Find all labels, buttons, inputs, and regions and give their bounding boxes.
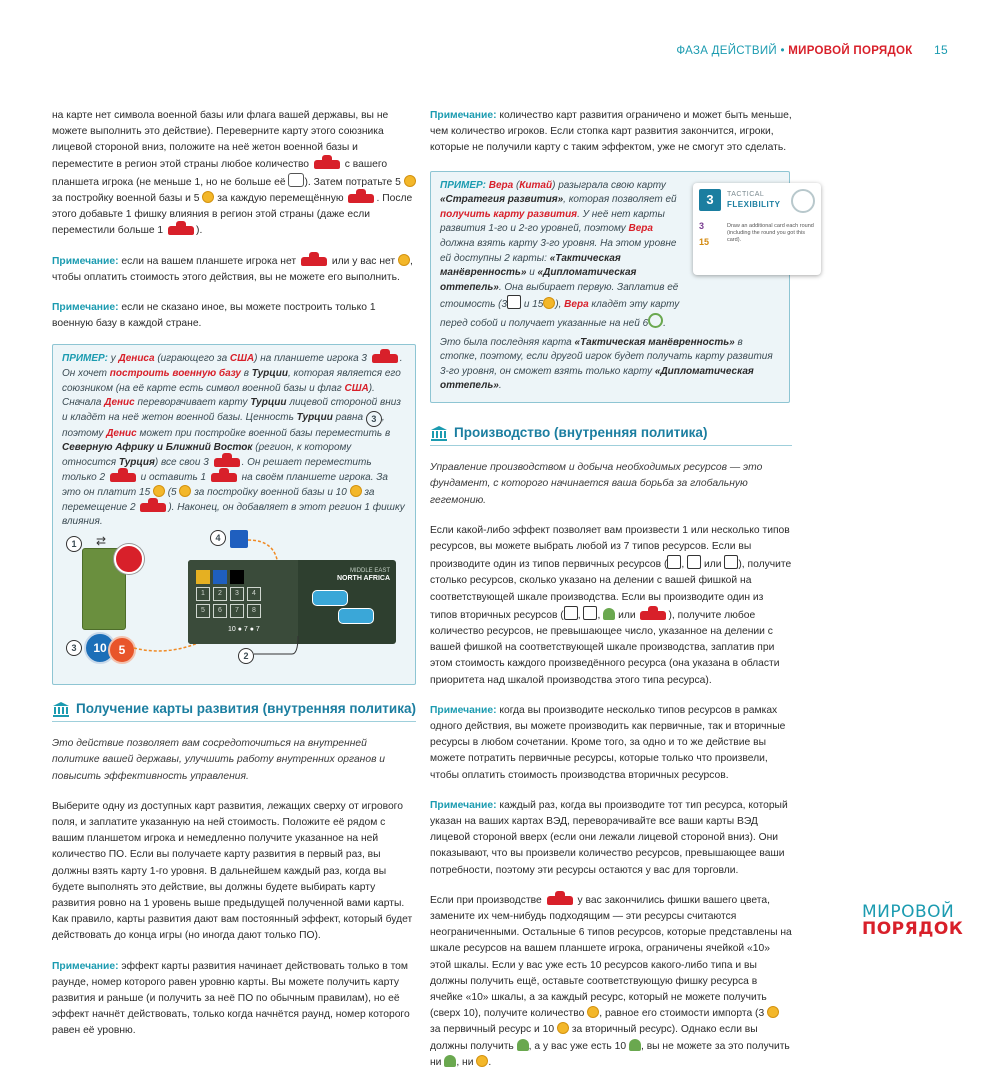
coin-icon	[404, 175, 416, 187]
oil-icon	[667, 555, 681, 569]
briefcase-icon	[507, 295, 521, 309]
text: количество карт развития ограничено и может быть меньше, чем количество игроков. Если стопка карт развития закончится, игроки, которые не получили карту с таким эффектом, уже не смогут это сделать.	[430, 110, 792, 154]
tank-icon	[314, 160, 340, 169]
note	[430, 108, 792, 157]
callout-4: 4	[210, 530, 226, 546]
left-column	[52, 108, 416, 1054]
note	[52, 959, 416, 1040]
tank-icon	[301, 257, 327, 266]
text: . После этого добавьте 1 фишку влияния в регион этой страны (даже если переместили больше 1	[52, 193, 413, 237]
game-logo	[862, 902, 964, 939]
header-section: ФАЗА ДЕЙСТВИЙ	[676, 45, 777, 57]
coin-icon	[543, 297, 555, 309]
development-card	[693, 183, 821, 275]
tree-icon	[517, 1039, 529, 1051]
government-building-icon	[430, 425, 448, 441]
tree-icon	[603, 608, 615, 620]
section-title: Производство (внутренняя политика)	[454, 424, 708, 440]
note	[52, 300, 416, 332]
coin-token-5: 5	[108, 636, 136, 664]
coin-icon	[398, 254, 410, 266]
example-illustration	[62, 532, 406, 676]
coin-icon	[350, 485, 362, 497]
section-intro: Управление производством и добыча необходимых ресурсов — это фундамент, с которого начинается ваша борьба за глобальную гегемонию.	[430, 462, 763, 506]
text: на карте нет символа военной базы или флага вашей державы, вы не можете выполнить это действие). Переверните карту этого союзника лицевой стороной вниз, положите на неё жетон военной базы и переместите в регион этой страны любое количество	[52, 110, 389, 170]
section-intro: Это действие позволяет вам сосредоточиться на внутренней политике вашей державы, улучшить работу внутренних органов и повысить эффективность управления.	[52, 738, 386, 782]
board-grid: 1 2 3 4 5 6 7 8	[196, 570, 261, 618]
paragraph	[52, 108, 416, 240]
laurel-icon	[648, 313, 663, 328]
page-number: 15	[934, 43, 948, 57]
note: Примечание: каждый раз, когда вы производите тот тип ресурса, который указан на ваших картах ВЭД, переворачивайте все ваши карты ВЭД лицевой стороной вверх (если они лежали лицевой стороной вниз). Они показывают, что вы произвели количество ресурсов, превышающее ваши потребности, поэтому эти ресурсы остаются у вас для торговли.	[430, 799, 788, 876]
note: Примечание: когда вы производите несколько типов ресурсов в рамках одного действия, вы можете производить как первичные, так и вторичные ресурсы в любом сочетании. Кроме того, за одно и то же действие вы можете потратить первичные ресурсы, которые только что произвели, чтобы оплатить стоимость производства вторичных ресурсов.	[430, 704, 786, 781]
hexagon-icon	[288, 173, 304, 187]
military-base-icon	[114, 544, 144, 574]
coin-icon	[557, 1022, 569, 1034]
note-label: Примечание:	[430, 704, 497, 716]
swap-arrows-icon: ⇄	[96, 533, 107, 548]
coin-icon	[179, 485, 191, 497]
tank-icon	[372, 354, 398, 363]
paragraph: Если при производстве у вас закончились фишки вашего цвета, замените их чем-нибудь подходящим — эти ресурсы считаются неограниченными. Остальные 6 типов ресурсов, которые представлены на шкале ресурсов на вашем планшете игрока, ограничены ячейкой «10» этой шкалы. Если у вас уже есть 10 ресурсов какого-либо типа и вы должны получить ещё, оставьте соответствующую фишку ресурса в ячейке «10» шкалы, а за каждый ресурс, который не можете получить (сверх 10), получите количество , равное его стоимости импорта (3 за первичный ресурс и 10 за вторичный ресурс). Однако если вы должны получить , а у вас уже есть 10 , вы не можете за это получить ни , ни .	[430, 894, 792, 1068]
section-heading	[52, 701, 416, 722]
tank-icon	[140, 503, 166, 512]
paragraph: Выберите одну из доступных карт развития, лежащих сверху от игрового поля, и заплатите указанную на ней стоимость. Положите её рядом с вашим планшетом игрока и немедленно получите указанное на ней количество ПО. Если вы получаете карту развития в первый раз, вы должны взять карту 1-го уровня. В дальнейшем каждый раз, когда вы будете выполнять это действие, вы должны будете выбирать карту развития ровно на 1 уровень выше предыдущей полученной вами карты. Как правило, карты развития дают вам постоянный эффект, который будет действовать до конца игры (но иногда дают только ПО).	[52, 800, 413, 942]
region-board: MIDDLE EAST NORTH AFRICA 1 2 3 4 5 6 7 8 10 ● 7 ● 7	[188, 560, 396, 644]
section-heading	[430, 425, 792, 446]
text: за постройку военной базы и 5	[52, 193, 200, 205]
text: если не сказано иное, вы можете построить только 1 военную базу в каждой стране.	[52, 302, 376, 330]
text: эффект карты развития начинает действовать только в том раунде, номер которого равен уровню карты. Вы можете получить карту развития и раньше (и получить за неё ПО по обычным правилам), но её эффект начнёт действовать, только когда начнётся раунд, номер которого равен её уровню.	[52, 960, 410, 1037]
tank-token-icon	[338, 608, 374, 624]
page-header	[676, 43, 948, 57]
note-label: Примечание:	[430, 110, 497, 121]
ore-icon	[687, 555, 701, 569]
example-label: ПРИМЕР:	[440, 179, 486, 191]
text: или у вас нет	[331, 255, 396, 267]
coin-icon	[476, 1055, 488, 1067]
card-level: 3	[699, 189, 721, 211]
note-label: Примечание:	[430, 799, 497, 811]
tank-icon	[640, 611, 666, 620]
tree-icon	[629, 1039, 641, 1051]
card-cost-resource: 3	[699, 221, 705, 231]
logo-line1: МИРОВОЙ	[862, 902, 955, 922]
callout-3: 3	[66, 640, 82, 656]
callout-2: 2	[238, 648, 254, 664]
card-text: Draw an additional card each round (including the round you got this card).	[727, 223, 814, 243]
card-title-line1: TACTICAL	[727, 191, 765, 198]
paragraph: Если какой-либо эффект позволяет вам произвести 1 или несколько типов ресурсов, вы можете выбрать любой из 7 типов ресурсов. Если вы производите один из типов первичных ресурсов ( , или ), получите столько ресурсов, сколько указано на делении с вашей фишкой на соответствующей шкале производства. Если вы производите один из типов вторичных ресурсов ( , , или ), получите любое количество ресурсов, не превышающее число, указанное на делении с вашей фишкой на соответствующей шкале производства, заплатив при этом стоимость каждого произведённого ресурса (она указана в области приоритета над шкалой производства этого типа ресурса).	[430, 524, 792, 686]
text: , чтобы оплатить стоимость этого действия, вы не можете его выполнить.	[52, 255, 413, 283]
phone-icon	[564, 606, 578, 620]
tank-icon	[547, 896, 573, 905]
section-title: Получение карты развития (внутренняя политика)	[76, 700, 416, 716]
board-footer: 10 ● 7 ● 7	[228, 626, 260, 634]
laurel-icon	[791, 189, 815, 213]
card-title-line2: FLEXIBILITY	[727, 200, 781, 209]
text: за каждую перемещённую	[217, 193, 344, 205]
tank-icon	[110, 473, 136, 482]
note	[52, 254, 416, 286]
logo-line2: ПОРЯДОК	[862, 919, 964, 939]
text: с вашего планшета игрока (не меньше 1, но не больше её	[52, 158, 388, 188]
callout-1: 1	[66, 536, 82, 552]
example-box: ПРИМЕР: у Дениса (играющего за США) на планшете игрока 3 . Он хочет построить военную базу в Турции, которая является его союзником (на её карте есть символ военной базы и флаг США). Сначала Денис переворачивает карту Турции лицевой стороной вниз и кладёт на неё жетон военной базы. Ценность Турции равна 3 , поэтому Денис может при постройке военной базы переместить в Северную Африку и Ближний Восток (регион, к которому относится Турция) все свои 3 . Он решает переместить только 2 и оставить 1 на своём планшете игрока. За это он платит 15 (5 за постройку военной базы и 10 за перемещение 2 ). Наконец, он добавляет в этот регион 1 фишку влияния. 1 ⇄ 3 10 5 4 MIDDLE EAST NORTH AFRICA 1 2 3 4 5 6 7 8 10 ● 7 ● 7 2	[52, 344, 416, 685]
note-label: Примечание:	[52, 302, 119, 314]
coin-icon	[767, 1006, 779, 1018]
arrow-line	[252, 632, 302, 660]
coin-token-10: 10	[84, 632, 116, 664]
example-label: ПРИМЕР:	[62, 353, 108, 365]
note-label: Примечание:	[52, 960, 119, 972]
tank-token-icon	[312, 590, 348, 606]
header-title: МИРОВОЙ ПОРЯДОК	[788, 45, 913, 57]
tree-icon	[444, 1055, 456, 1067]
header-separator: •	[780, 45, 785, 57]
government-building-icon	[52, 701, 70, 717]
coin-icon	[587, 1006, 599, 1018]
coin-icon	[202, 191, 214, 203]
tank-icon	[348, 194, 374, 203]
example-box: ПРИМЕР: Вера (Китай) разыграла свою карту «Стратегия развития», которая позволяет ей получить карту развития. У неё нет карты развития 1-го и 2-го уровней, поэтому Вера должна взять карту 3-го уровня. На этом уровне ей доступны 2 карты: «Тактическая манёвренность» и «Дипломатическая оттепель». Она выбирает первую. Заплатив её стоимость (3 и 15 ), Вера кладёт эту карту перед собой и получает указанные на ней 6 . Это была последняя карта «Тактическая манёвренность» в стопке, поэтому, если другой игрок будет получать карту развития 3-го уровня, он сможет взять только карту «Дипломатическая оттепель».	[430, 171, 790, 403]
text: если на вашем планшете игрока нет	[121, 255, 297, 267]
value-circle-icon: 3	[366, 411, 382, 427]
note-label: Примечание:	[52, 255, 119, 267]
briefcase-icon	[583, 606, 597, 620]
tank-icon	[214, 458, 240, 467]
coin-icon	[153, 485, 165, 497]
tank-icon	[168, 226, 194, 235]
card-cost-coins: 15	[699, 237, 710, 247]
text: ).	[196, 225, 203, 237]
tank-icon	[211, 473, 237, 482]
text: ). Затем потратьте 5	[304, 176, 401, 188]
grain-icon	[724, 555, 738, 569]
board-region-label: NORTH AFRICA	[336, 574, 390, 582]
